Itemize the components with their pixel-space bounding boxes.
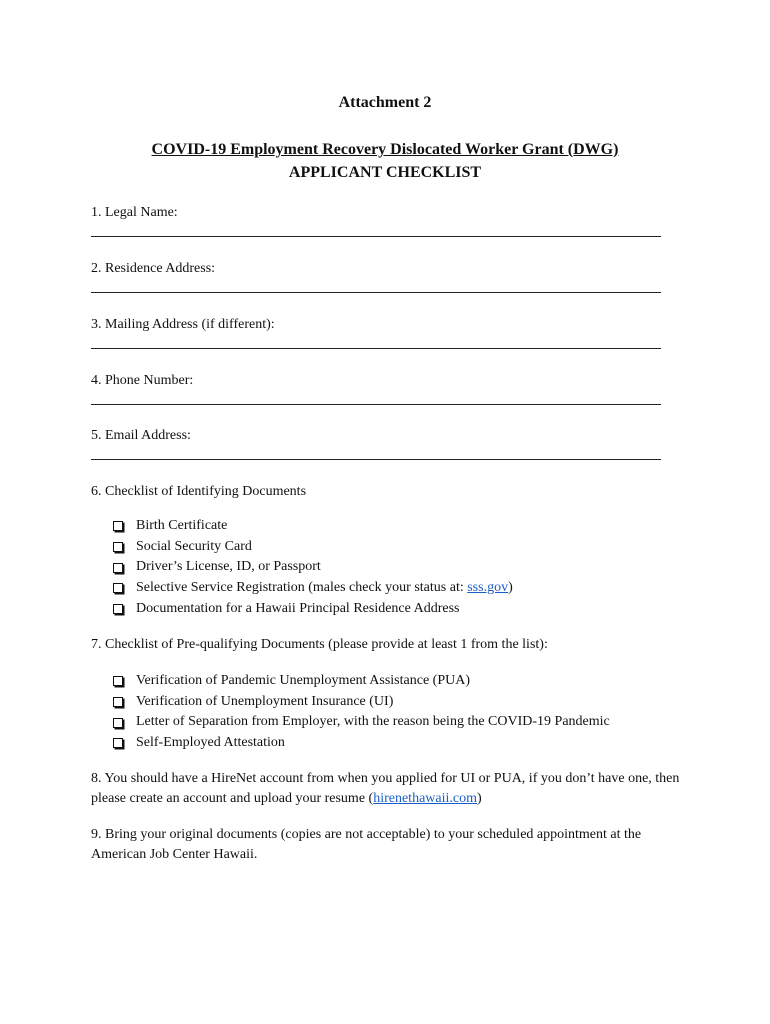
mailing-address-field: [91, 316, 661, 349]
list-item: [113, 712, 610, 733]
legal-name-label: 1. Legal Name:: [91, 205, 178, 220]
mailing-address-label: 3. Mailing Address (if different):: [91, 317, 275, 332]
document-subtitle: APPLICANT CHECKLIST: [288, 164, 482, 181]
hirenet-text: 8. You should have a HireNet account from when you applied for UI or PUA, if you don’t have one, then please create an account and upload your resume (: [91, 771, 680, 806]
hirenet-instruction: [91, 769, 681, 808]
checkbox-icon[interactable]: [113, 583, 123, 593]
checkbox-icon[interactable]: [113, 521, 123, 531]
list-item: [113, 671, 610, 692]
selective-service-suffix: ): [508, 580, 513, 596]
residence-address-field: [91, 260, 661, 293]
list-item-label: Letter of Separation from Employer, with the reason being the COVID-19 Pandemic: [136, 714, 610, 730]
checkbox-icon[interactable]: [113, 718, 123, 728]
document-title: COVID-19 Employment Recovery Dislocated Worker Grant (DWG): [151, 141, 619, 158]
email-address-field: [91, 427, 661, 460]
list-item: [113, 733, 610, 754]
residence-address-label: 2. Residence Address:: [91, 261, 216, 276]
list-item: [113, 516, 513, 537]
list-item: [113, 599, 513, 620]
hirenet-suffix: ): [477, 790, 482, 806]
list-item: [113, 578, 513, 599]
checkbox-icon[interactable]: [113, 604, 123, 614]
hirenet-link[interactable]: hirenethawaii.com: [373, 790, 477, 806]
legal-name-line[interactable]: [91, 236, 661, 237]
list-item-label: Social Security Card: [136, 538, 252, 554]
list-item: [113, 557, 513, 578]
list-item: [113, 537, 513, 558]
residence-address-line[interactable]: [91, 292, 661, 293]
list-item-label: Verification of Unemployment Insurance (UI): [136, 693, 394, 709]
list-item-label: [136, 578, 513, 599]
email-address-line[interactable]: [91, 459, 661, 460]
list-item-label: Driver’s License, ID, or Passport: [136, 559, 321, 575]
prequalifying-documents-list: [113, 671, 610, 754]
list-item-label: Birth Certificate: [136, 518, 228, 533]
prequalifying-documents-label: 7. Checklist of Pre-qualifying Documents (please provide at least 1 from the list):: [91, 637, 548, 652]
mailing-address-line[interactable]: [91, 348, 661, 349]
selective-service-text: Selective Service Registration (males check your status at:: [136, 580, 468, 596]
attachment-heading: Attachment 2: [338, 94, 432, 111]
list-item: [113, 692, 610, 713]
list-item-label: Self-Employed Attestation: [136, 735, 285, 751]
sss-gov-link[interactable]: sss.gov: [467, 580, 509, 596]
list-item-label: Verification of Pandemic Unemployment Assistance (PUA): [136, 673, 470, 688]
list-item-label: Documentation for a Hawaii Principal Residence Address: [136, 600, 460, 616]
checkbox-icon[interactable]: [113, 738, 123, 748]
phone-number-field: [91, 372, 661, 405]
checkbox-icon[interactable]: [113, 697, 123, 707]
checkbox-icon[interactable]: [113, 563, 123, 573]
identifying-documents-label: 6. Checklist of Identifying Documents: [91, 484, 307, 499]
checkbox-icon[interactable]: [113, 542, 123, 552]
email-address-label: 5. Email Address:: [91, 428, 191, 443]
checkbox-icon[interactable]: [113, 676, 123, 686]
original-documents-instruction: 9. Bring your original documents (copies are not acceptable) to your scheduled appointment at the American Job Center Hawaii.: [91, 827, 642, 862]
legal-name-field: [91, 204, 661, 237]
phone-number-line[interactable]: [91, 404, 661, 405]
identifying-documents-list: [113, 516, 513, 620]
phone-number-label: 4. Phone Number:: [91, 373, 194, 388]
